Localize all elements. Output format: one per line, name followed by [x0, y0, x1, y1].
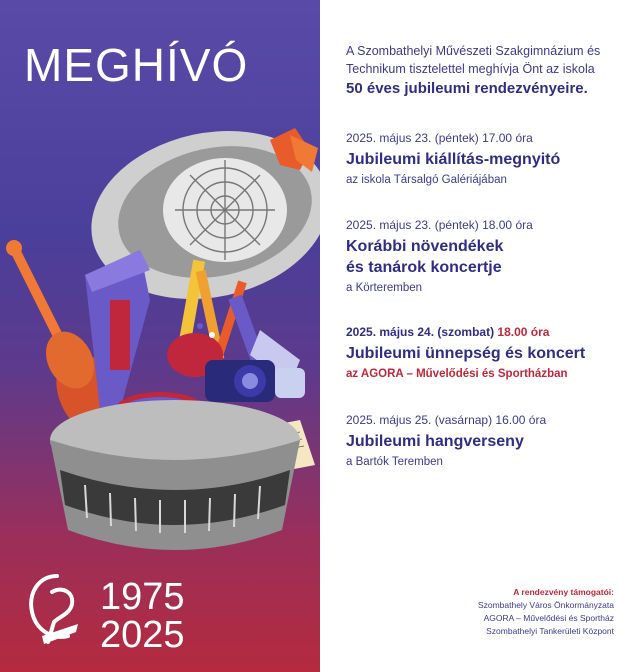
sponsor-item: Szombathely Város Önkormányzata [477, 600, 614, 610]
event-date-time: 18.00 óra [497, 325, 550, 339]
event-date: 2025. május 23. (péntek) 18.00 óra [346, 218, 533, 232]
sponsor-item: Szombathelyi Tankerületi Központ [486, 626, 614, 636]
page-title: MEGHÍVÓ [24, 39, 249, 91]
event-place: a Körteremben [346, 282, 423, 294]
event-name-line: és tanárok koncertje [346, 259, 502, 276]
event-date: 2025. május 23. (péntek) 17.00 óra [346, 131, 533, 145]
event-place: az AGORA – Művelődési és Sportházban [346, 368, 568, 380]
intro-line: A Szombathelyi Művészeti Szakgimnázium és Technikum tisztelettel meghívja Önt az iskola [346, 44, 601, 76]
sponsor-item: AGORA – Művelődési és Sportház [483, 613, 614, 623]
jubilee-years [100, 578, 185, 654]
event-name-line: Korábbi növendékek [346, 238, 504, 255]
event-place: a Bartók Teremben [346, 456, 443, 468]
event-item [346, 217, 636, 296]
event-name [346, 236, 636, 278]
right-panel [320, 0, 640, 672]
intro-headline: 50 éves jubileumi rendezvényeire. [346, 80, 588, 97]
event-item [346, 130, 636, 188]
year-start: 1975 [100, 576, 185, 618]
event-date: 2025. május 25. (vasárnap) 16.00 óra [346, 413, 547, 427]
event-date-day: 2025. május 24. (szombat) [346, 325, 495, 339]
school-logo [22, 570, 92, 650]
event-date [346, 324, 636, 340]
sponsors-title: A rendezvény támogatói: [513, 587, 614, 597]
event-name: Jubileumi kiállítás-megnyitó [346, 151, 561, 168]
event-item-highlighted [346, 324, 636, 382]
event-item [346, 412, 636, 470]
event-name: Jubileumi ünnepség és koncert [346, 345, 586, 362]
intro-text [346, 42, 630, 98]
jubilee-illustration [0, 110, 320, 580]
sponsors-block [364, 586, 614, 638]
event-name: Jubileumi hangverseny [346, 433, 524, 450]
year-end: 2025 [100, 614, 185, 656]
event-place: az iskola Társalgó Galériájában [346, 174, 507, 186]
box-illustration [50, 400, 300, 550]
